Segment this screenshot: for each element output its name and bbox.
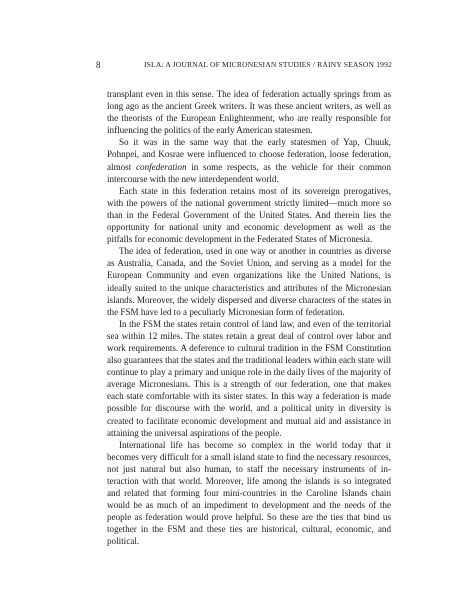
article-body bbox=[107, 88, 391, 548]
paragraph-text: transplant even in this sense. The idea of federation actually springs from as long ago as the ancient Greek writers. It was these ancient writers, as well as the theorists of the European Enlightenment, who are really responsible for influencing the politics of the early American statesmen. bbox=[107, 89, 391, 136]
paragraph bbox=[107, 185, 391, 245]
paragraph-text: So it was in the same way that the early statesmen of Yap, Chuuk, Pohnpei, and Kosrae were influenced to choose federation, loose federation, almost bbox=[107, 137, 391, 172]
emphasized-term: confederation bbox=[136, 161, 187, 172]
paragraph bbox=[107, 245, 391, 318]
journal-title: ISLA: A JOURNAL OF MICRONESIAN STUDIES / RAINY SEASON 1992 bbox=[144, 60, 392, 69]
paragraph bbox=[107, 136, 391, 184]
page-number: 8 bbox=[96, 60, 101, 70]
paragraph-text-continued: in some respects, as the vehicle for their common intercourse with the new interdependent world. bbox=[107, 161, 392, 184]
paragraph-text: In the FSM the states retain control of land law, and even of the territorial sea within 12 miles. The states retain a great deal of control over labor and work requirements. A deference to cultural tradition in the FSM Constitution also guarantees that the states and the traditional leaders within each state will continue to play a primary and unique role in the daily lives of the majority of average Micronesians. This is a strength of our federation, one that makes each state comfortable with its sister states. In this way a federation is made possible for discourse with the world, and a political unity in diversity is created to facilitate economic development and mutual aid and assistance in attaining the universal aspirations of the people. bbox=[107, 318, 391, 438]
running-head bbox=[96, 58, 392, 72]
paragraph bbox=[107, 318, 391, 439]
paragraph-text: Each state in this federation retains most of its sovereign prerogatives, with the powers of the national government strictly limited—much more so than in the Federal Government of the United States. And therein lies the opportunity for national unity and economic development as well as the pitfalls for economic development in the Federated States of Micronesia. bbox=[107, 185, 391, 245]
paragraph-text: International life has become so complex in the world today that it becomes very difficult for a small island state to find the necessary resources, not just natural but also human, to staff the necessary instruments of interaction with that world. Moreover, life among the islands is so integrated and related that forming four mini-countries in the Caroline Islands chain would be as much of an impediment to development and the needs of the people as federation would prove helpful. So these are the ties that bind us together in the FSM and these ties are historical, cultural, economic, and political. bbox=[107, 439, 391, 547]
paragraph-text: The idea of federation, used in one way or another in countries as diverse as Australia, Canada, and the Soviet Union, and serving as a model for the European Community and even organizations like the United Nations, is ideally suited to the unique characteristics and attributes of the Micronesian islands. Moreover, the widely dispersed and diverse characters of the states in the FSM have led to a peculiarly Micronesian form of federation. bbox=[107, 246, 391, 317]
paragraph bbox=[107, 439, 391, 548]
paragraph bbox=[107, 88, 391, 136]
